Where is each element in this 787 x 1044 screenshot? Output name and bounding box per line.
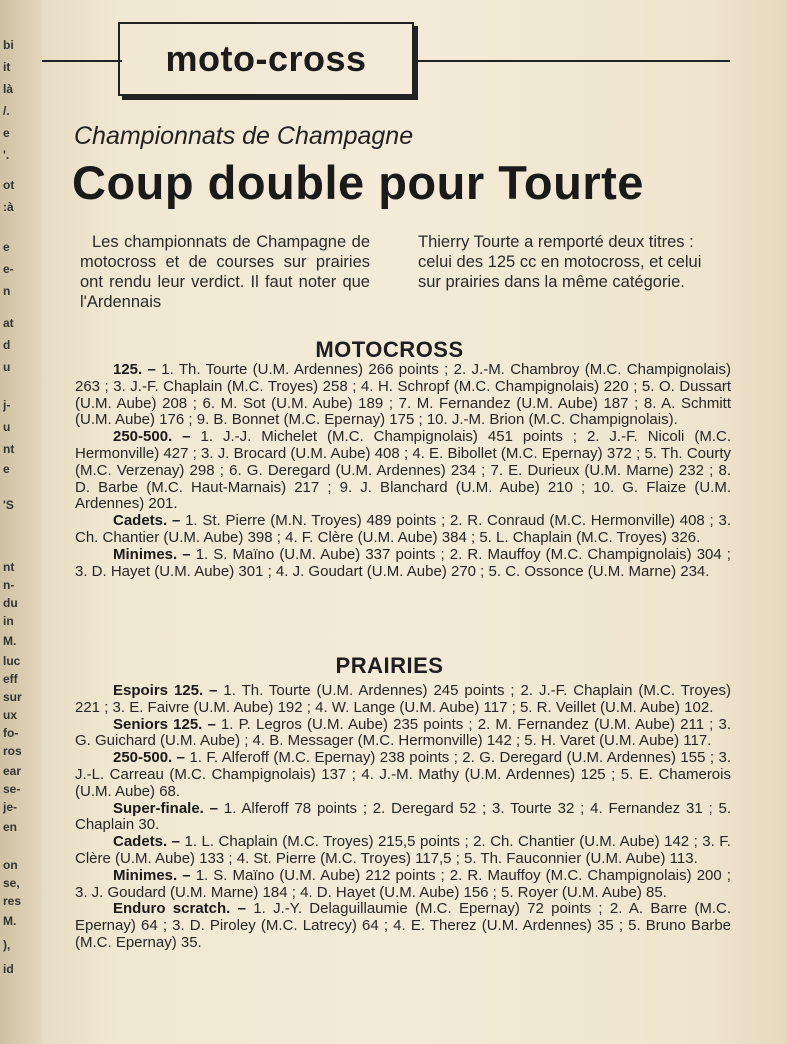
result-entry <box>75 834 731 868</box>
result-category: Espoirs 125. – <box>113 682 218 699</box>
prairies-results <box>75 683 731 952</box>
motocross-heading <box>0 337 787 363</box>
result-entry <box>75 717 731 751</box>
result-category: Cadets. – <box>113 833 181 851</box>
result-text: 1. Th. Tourte (U.M. Ardennes) 266 points ; 2. J.-M. Chambroy (M.C. Champignolais) 263 ; 3. J.-F. Chaplain (M.C. Troyes) 258 ; 4. H. Schropf (M.C. Champignolais) 220 ; 5. O. Dussart (U.M. Aube) 208 ; 6. M. Sot (U.M. Aube) 189 ; 7. M. Fernandez (U.M. Aube) 187 ; 8. A. Schmitt (U.M. Aube) 176 ; 9. B. Bonnet (M.C. Epernay) 175 ; 10. J.-M. Brion (M.C. Champignolais). <box>75 361 731 429</box>
adjacent-column-fragment: eff <box>3 672 18 686</box>
result-entry <box>75 750 731 800</box>
prairies-heading <box>0 653 787 679</box>
adjacent-column-fragment: 'S <box>3 498 14 512</box>
adjacent-column-fragment: M. <box>3 634 17 648</box>
adjacent-column-fragment: fo- <box>3 726 19 740</box>
adjacent-column-fragment: at <box>3 316 14 330</box>
result-category: Enduro scratch. – <box>113 900 246 918</box>
adjacent-column-fragment: d <box>3 338 11 352</box>
intro-left-column: Les championnats de Champagne de motocross et de courses sur prairies ont rendu leur verdict. Il faut noter que l'Ardennais <box>80 233 370 311</box>
adjacent-column-fragment: ot <box>3 178 15 192</box>
adjacent-column-fragment: nt <box>3 442 15 456</box>
adjacent-column-fragment: M. <box>3 914 17 928</box>
result-text: 1. F. Alferoff (M.C. Epernay) 238 points ; 2. G. Deregard (U.M. Ardennes) 155 ; 3. J.-L. Carreau (M.C. Champignolais) 137 ; 4. J.-M. Mathy (U.M. Ardennes) 125 ; 5. E. Chamerois (U.M. Aube) 68. <box>75 749 731 800</box>
result-text: 1. L. Chaplain (M.C. Troyes) 215,5 points ; 2. Ch. Chantier (U.M. Aube) 142 ; 3. F. Clère (U.M. Aube) 133 ; 4. St. Pierre (M.C. Troyes) 117,5 ; 5. Th. Fauconnier (U.M. Aube) 113. <box>75 833 731 867</box>
adjacent-column-fragment: it <box>3 60 11 74</box>
result-category: Minimes. – <box>113 866 191 884</box>
result-text: 1. S. Maïno (U.M. Aube) 337 points ; 2. R. Mauffoy (M.C. Champignolais) 304 ; 3. D. Hayet (U.M. Aube) 301 ; 4. J. Goudart (U.M. Aube) 270 ; 5. C. Ossonce (U.M. Marne) 234. <box>75 545 731 580</box>
result-text: 1. J.-J. Michelet (M.C. Champignolais) 451 points ; 2. J.-F. Nicoli (M.C. Hermonville) 427 ; 3. J. Brocard (U.M. Aube) 408 ; 4. E. Bibollet (M.C. Epernay) 372 ; 5. Th. Courty (M.C. Verzenay) 298 ; 6. G. Deregard (U.M. Ardennes) 234 ; 7. E. Durieux (U.M. Marne) 232 ; 8. D. Barbe (M.C. Haut-Marnais) 217 ; 9. J. Blanchard (U.M. Aube) 210 ; 10. G. Flaize (U.M. Ardennes) 201. <box>75 428 731 513</box>
adjacent-column-fragment: luc <box>3 654 21 668</box>
article-title: Coup double pour Tourte <box>72 156 644 209</box>
section-header-label: moto-cross <box>165 38 367 79</box>
adjacent-column-fragment: se, <box>3 876 20 890</box>
result-entry <box>75 683 731 717</box>
adjacent-column-fragment: nt <box>3 560 15 574</box>
result-text: 1. Alferoff 78 points ; 2. Deregard 52 ; 3. Tourte 32 ; 4. Fernandez 31 ; 5. Chaplain 30. <box>75 799 732 834</box>
result-entry <box>75 429 731 513</box>
adjacent-column-fragment: u <box>3 420 11 434</box>
adjacent-column-fragment: e- <box>3 262 14 276</box>
adjacent-column-fragment: du <box>3 596 18 610</box>
adjacent-column-fragment: je- <box>3 800 18 814</box>
adjacent-column-fragment: in <box>3 614 14 628</box>
adjacent-column-fragment: là <box>3 82 14 96</box>
adjacent-column-fragment: ros <box>3 744 22 758</box>
result-entry <box>75 868 731 902</box>
header-rule-left <box>42 60 122 62</box>
adjacent-column-fragment: n <box>3 284 11 298</box>
adjacent-column-fragment: u <box>3 360 11 374</box>
result-text: 1. S. Maïno (U.M. Aube) 212 points ; 2. R. Mauffoy (M.C. Champignolais) 200 ; 3. J. Goudard (U.M. Marne) 184 ; 4. D. Hayet (U.M. Aube) 156 ; 5. Royer (U.M. Aube) 85. <box>75 866 731 901</box>
intro-right-column: Thierry Tourte a remporté deux titres : celui des 125 cc en motocross, et celui sur prairies dans la même catégorie. <box>418 233 702 291</box>
adjacent-column-fragment: en <box>3 820 18 834</box>
result-entry <box>75 547 731 581</box>
adjacent-column-fragment: bi <box>3 38 14 52</box>
result-text: 1. Th. Tourte (U.M. Ardennes) 245 points ; 2. J.-F. Chaplain (M.C. Troyes) 221 ; 3. E. Faivre (U.M. Aube) 192 ; 4. W. Lange (U.M. Aube) 117 ; 5. R. Veillet (U.M. Aube) 102. <box>75 682 731 716</box>
adjacent-column-fragment: on <box>3 858 18 872</box>
adjacent-column-fragment: e <box>3 126 10 140</box>
motocross-heading-text: MOTOCROSS <box>315 337 464 362</box>
motocross-results <box>75 362 731 580</box>
adjacent-column-fragment: n- <box>3 578 15 592</box>
adjacent-column-fragment: ear <box>3 764 22 778</box>
adjacent-column-fragment: j- <box>3 398 11 412</box>
adjacent-column-strip <box>0 0 42 1044</box>
result-category: Super-finale. – <box>113 799 219 817</box>
result-text: 1. St. Pierre (M.N. Troyes) 489 points ; 2. R. Conraud (M.C. Hermonville) 408 ; 3. Ch. Chantier (U.M. Aube) 398 ; 4. F. Clère (U.M. Aube) 384 ; 5. L. Chaplain (M.C. Troyes) 326. <box>75 512 731 546</box>
result-entry <box>75 801 731 835</box>
adjacent-column-fragment: id <box>3 962 14 976</box>
article-kicker: Championnats de Champagne <box>74 122 414 150</box>
result-text: 1. P. Legros (U.M. Aube) 235 points ; 2. M. Fernandez (U.M. Aube) 211 ; 3. G. Guichard (U.M. Aube) ; 4. B. Messager (M.C. Hermonville) 142 ; 5. H. Varet (U.M. Aube) 117. <box>75 715 731 750</box>
section-header-box <box>118 22 414 96</box>
result-category: 125. – <box>113 361 156 378</box>
prairies-heading-text: PRAIRIES <box>335 653 444 678</box>
header-rule-right <box>412 60 730 62</box>
result-category: 250-500. – <box>113 749 185 767</box>
result-category: Minimes. – <box>113 545 191 563</box>
result-category: Seniors 125. – <box>113 715 216 733</box>
adjacent-column-fragment: /. <box>3 104 10 118</box>
adjacent-column-fragment: ), <box>3 938 11 952</box>
adjacent-column-fragment: ux <box>3 708 18 722</box>
result-category: 250-500. – <box>113 428 191 446</box>
result-category: Cadets. – <box>113 512 181 530</box>
result-entry <box>75 362 731 429</box>
adjacent-column-fragment: e <box>3 240 10 254</box>
adjacent-column-fragment: e <box>3 462 10 476</box>
adjacent-column-fragment: se- <box>3 782 21 796</box>
adjacent-column-fragment: :à <box>3 200 14 214</box>
adjacent-column-fragment: sur <box>3 690 22 704</box>
result-text: 1. J.-Y. Delaguillaumie (M.C. Epernay) 72 points ; 2. A. Barre (M.C. Epernay) 64 ; 3. D. Piroley (M.C. Latrecy) 64 ; 4. E. Therez (U.M. Ardennes) 35 ; 5. Bruno Barbe (M.C. Epernay) 35. <box>75 900 732 951</box>
adjacent-column-fragment: res <box>3 894 22 908</box>
adjacent-column-fragment: '. <box>3 148 10 162</box>
result-entry <box>75 901 731 951</box>
result-entry <box>75 513 731 547</box>
